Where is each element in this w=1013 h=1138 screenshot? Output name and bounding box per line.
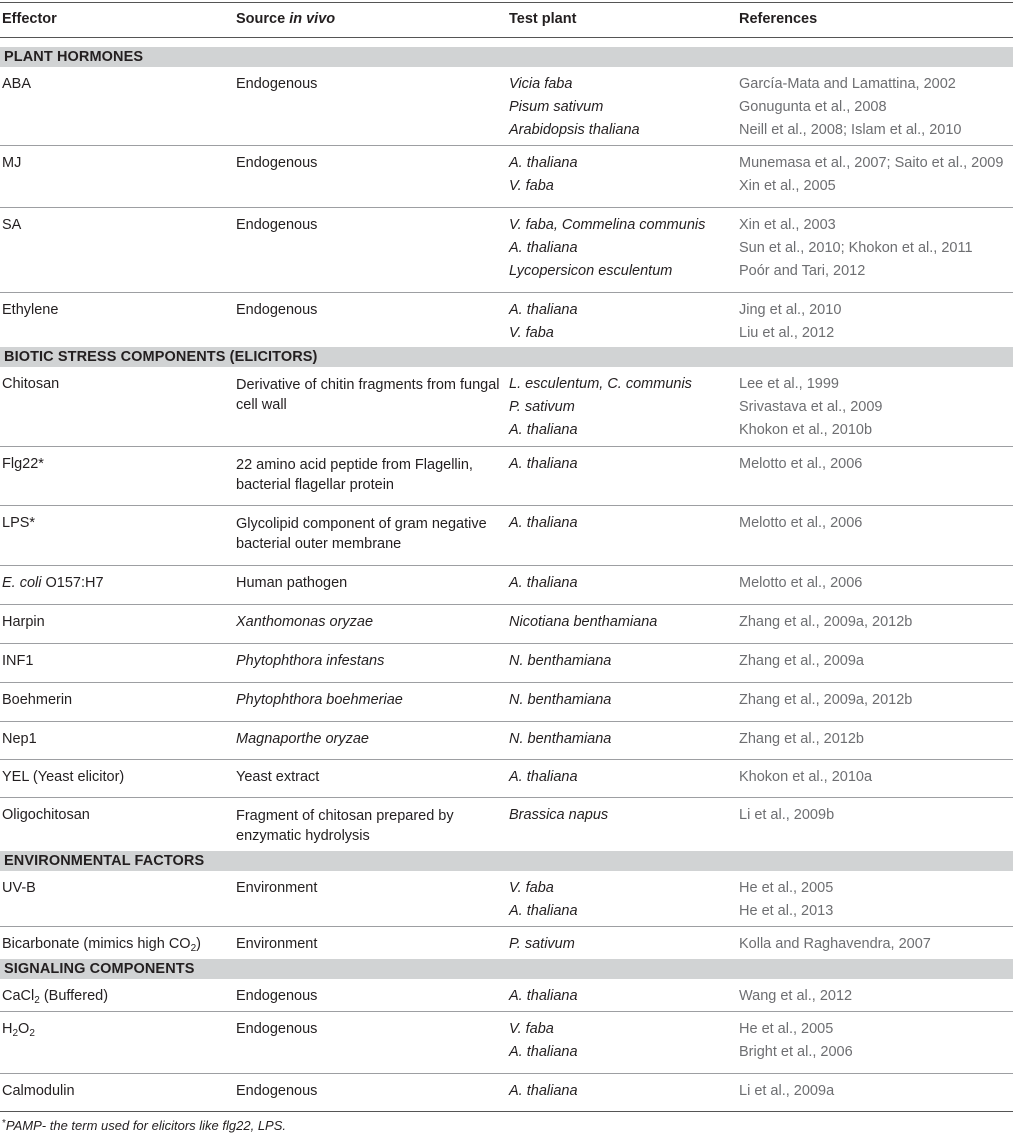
- test-plant-name: Vicia faba: [509, 76, 573, 92]
- effector-cell: LPS*: [2, 515, 36, 531]
- references-cell: [739, 611, 1013, 634]
- reference-link[interactable]: Zhang et al., 2009a: [739, 653, 864, 669]
- references-cell: [739, 373, 1013, 442]
- test-plant-cell: [509, 804, 729, 827]
- reference-link[interactable]: Khokon et al., 2011: [848, 240, 973, 256]
- effector-cell: INF1: [2, 653, 34, 669]
- references-cell: García-Mata and Lamattina, 2002 Gonugunta et al., 2008 Neill et al., 2008; Islam et al., 2010: [739, 76, 962, 138]
- reference-link[interactable]: Li et al., 2009b: [739, 807, 835, 823]
- source-cell: Human pathogen: [236, 575, 348, 591]
- table-bottom-rule: [0, 1111, 1013, 1112]
- effector-cell: Bicarbonate (mimics high $CO_2$): [2, 936, 201, 954]
- test-plant-cell: [509, 512, 729, 535]
- table-row: [0, 566, 1013, 605]
- effector-cell: Ethylene: [2, 302, 59, 318]
- table-row: [0, 506, 1013, 566]
- test-plant-name: P. sativum: [509, 399, 575, 415]
- reference-link[interactable]: Gonugunta et al., 2008: [739, 99, 887, 115]
- reference-link[interactable]: Khokon et al., 2010a: [739, 769, 873, 785]
- effector-cell: UV-B: [2, 880, 36, 896]
- test-plant-name: N. benthamiana: [509, 731, 612, 747]
- table-row: [0, 760, 1013, 798]
- reference-link[interactable]: He et al., 2005: [739, 1021, 834, 1037]
- test-plant-name: A. thaliana: [509, 903, 578, 919]
- reference-link[interactable]: Kolla and Raghavendra, 2007: [739, 936, 931, 952]
- reference-link[interactable]: Srivastava et al., 2009: [739, 399, 883, 415]
- references-cell: [739, 877, 1013, 923]
- footnote: *PAMP- the term used for elicitors like flg22, LPS.: [2, 1118, 286, 1133]
- test-plant-name: A. thaliana: [509, 1044, 578, 1060]
- test-plant-cell: [509, 214, 729, 283]
- reference-link[interactable]: Liu et al., 2012: [739, 325, 835, 341]
- reference-link[interactable]: Lee et al., 1999: [739, 376, 839, 392]
- test-plant-name: Brassica napus: [509, 807, 609, 823]
- reference-link[interactable]: Zhang et al., 2012b: [739, 731, 864, 747]
- test-plant-cell: [509, 152, 729, 198]
- header-references: References: [739, 11, 818, 27]
- table-row: [0, 1074, 1013, 1111]
- references-cell: Munemasa et al., 2007; Saito et al., 2009 Xin et al., 2005: [739, 155, 1004, 194]
- table-row: [0, 798, 1013, 851]
- test-plant-name: A. thaliana: [509, 1083, 578, 1099]
- test-plant-name: A. thaliana: [509, 302, 578, 318]
- reference-link[interactable]: He et al., 2005: [739, 880, 834, 896]
- test-plant-name: P. sativum: [509, 936, 575, 952]
- table-row: [0, 146, 1013, 208]
- test-plant-name: A. thaliana: [509, 422, 578, 438]
- references-cell: Xin et al., 2003 Sun et al., 2010; Khokon et al., 2011 Poór and Tari, 2012: [739, 217, 973, 279]
- section-environmental: ENVIRONMENTAL FACTORS: [0, 851, 1013, 871]
- references-cell: [739, 572, 1013, 595]
- reference-link[interactable]: Poór and Tari, 2012: [739, 263, 866, 279]
- reference-link[interactable]: He et al., 2013: [739, 903, 834, 919]
- table-row: [0, 67, 1013, 146]
- section-signaling: SIGNALING COMPONENTS: [0, 959, 1013, 979]
- reference-link[interactable]: Khokon et al., 2010b: [739, 422, 873, 438]
- source-cell: Magnaporthe oryzae: [236, 731, 369, 747]
- source-cell: Environment: [236, 936, 318, 952]
- test-plant-cell: [509, 611, 729, 634]
- header-rule: [0, 37, 1013, 38]
- source-cell: Phytophthora boehmeriae: [236, 692, 403, 708]
- source-cell: Phytophthora infestans: [236, 653, 385, 669]
- effector-cell: ABA: [2, 76, 32, 92]
- references-cell: [739, 804, 1013, 827]
- table-header: [0, 3, 1013, 37]
- references-cell: [739, 1080, 1013, 1103]
- test-plant-cell: [509, 1080, 729, 1103]
- references-cell: [739, 453, 1013, 476]
- references-cell: [739, 512, 1013, 535]
- references-cell: [739, 933, 1013, 956]
- source-cell: Fragment of chitosan prepared by enzymatic hydrolysis: [236, 808, 454, 844]
- section-biotic-stress: BIOTIC STRESS COMPONENTS (ELICITORS): [0, 347, 1013, 367]
- table-row: [0, 722, 1013, 760]
- table-row: [0, 644, 1013, 683]
- test-plant-cell: [509, 299, 729, 345]
- source-cell: Endogenous: [236, 217, 318, 233]
- table-row: [0, 979, 1013, 1012]
- effector-cell: YEL (Yeast elicitor): [2, 769, 125, 785]
- table-row: [0, 871, 1013, 927]
- references-cell: [739, 689, 1013, 712]
- test-plant-name: A. thaliana: [509, 456, 578, 472]
- test-plant-name: V. faba: [509, 1021, 554, 1037]
- test-plant-cell: [509, 766, 729, 789]
- reference-link[interactable]: Li et al., 2009a: [739, 1083, 835, 1099]
- reference-link[interactable]: Islam et al., 2010: [851, 122, 962, 138]
- references-cell: [739, 985, 1013, 1008]
- test-plant-name: A. thaliana: [509, 769, 578, 785]
- reference-link[interactable]: García-Mata and Lamattina, 2002: [739, 76, 956, 92]
- table-row: [0, 605, 1013, 644]
- test-plant-name: Pisum sativum: [509, 99, 604, 115]
- references-cell: [739, 766, 1013, 789]
- test-plant-name: A. thaliana: [509, 240, 578, 256]
- reference-link[interactable]: Munemasa et al., 2007: [739, 155, 887, 171]
- test-plant-name: L. esculentum, C. communis: [509, 376, 692, 392]
- effector-cell: MJ: [2, 155, 22, 171]
- test-plant-cell: [509, 689, 729, 712]
- source-cell: Endogenous: [236, 76, 318, 92]
- table-row: [0, 447, 1013, 506]
- source-cell: Endogenous: [236, 302, 318, 318]
- references-cell: [739, 728, 1013, 751]
- section-plant-hormones: PLANT HORMONES: [0, 47, 1013, 67]
- test-plant-cell: [509, 572, 729, 595]
- reference-link[interactable]: Wang et al., 2012: [739, 988, 853, 1004]
- test-plant-cell: [509, 373, 729, 442]
- header-source: Source in vivo: [236, 11, 336, 27]
- test-plant-name: Lycopersicon esculentum: [509, 263, 673, 279]
- reference-link[interactable]: Saito et al., 2009: [894, 155, 1004, 171]
- test-plant-name: Nicotiana benthamiana: [509, 614, 658, 630]
- effector-cell: SA: [2, 217, 22, 233]
- test-plant-cell: [509, 73, 729, 142]
- source-cell: Endogenous: [236, 1083, 318, 1099]
- effector-cell: Oligochitosan: [2, 807, 90, 823]
- test-plant-name: N. benthamiana: [509, 653, 612, 669]
- effector-cell: Nep1: [2, 731, 37, 747]
- effector-cell: CaCl$_2$ (Buffered): [2, 988, 109, 1006]
- effector-cell: Harpin: [2, 614, 45, 630]
- test-plant-cell: [509, 650, 729, 673]
- source-cell: Xanthomonas oryzae: [236, 614, 374, 630]
- test-plant-cell: [509, 1018, 729, 1064]
- effector-cell: Calmodulin: [2, 1083, 75, 1099]
- effector-cell: Chitosan: [2, 376, 60, 392]
- reference-link[interactable]: Zhang et al., 2009a, 2012b: [739, 692, 913, 708]
- source-cell: Yeast extract: [236, 769, 320, 785]
- test-plant-cell: [509, 877, 729, 923]
- reference-link[interactable]: Xin et al., 2005: [739, 178, 836, 194]
- test-plant-name: V. faba: [509, 325, 554, 341]
- source-cell: Endogenous: [236, 1021, 318, 1037]
- reference-link[interactable]: Neill et al., 2008: [739, 122, 843, 138]
- table-row: [0, 927, 1013, 959]
- test-plant-cell: [509, 933, 729, 956]
- source-cell: Environment: [236, 880, 318, 896]
- source-cell: 22 amino acid peptide from Flagellin, bacterial flagellar protein: [236, 457, 473, 493]
- effector-cell: E. coli O157:H7: [2, 575, 104, 591]
- test-plant-cell: [509, 985, 729, 1008]
- reference-link[interactable]: Melotto et al., 2006: [739, 575, 863, 591]
- effector-cell: Flg22*: [2, 456, 44, 472]
- reference-link[interactable]: Sun et al., 2010: [739, 240, 841, 256]
- references-cell: [739, 650, 1013, 673]
- test-plant-name: V. faba, Commelina communis: [509, 217, 706, 233]
- reference-link[interactable]: Melotto et al., 2006: [739, 456, 863, 472]
- reference-link[interactable]: Bright et al., 2006: [739, 1044, 853, 1060]
- reference-link[interactable]: Zhang et al., 2009a, 2012b: [739, 614, 913, 630]
- reference-link[interactable]: Melotto et al., 2006: [739, 515, 863, 531]
- test-plant-cell: [509, 453, 729, 476]
- test-plant-name: A. thaliana: [509, 155, 578, 171]
- test-plant-name: A. thaliana: [509, 575, 578, 591]
- test-plant-name: A. thaliana: [509, 988, 578, 1004]
- table-row: [0, 367, 1013, 447]
- reference-link[interactable]: Xin et al., 2003: [739, 217, 836, 233]
- source-cell: Derivative of chitin fragments from fungal cell wall: [236, 377, 500, 413]
- table-row: [0, 1012, 1013, 1074]
- table-row: [0, 293, 1013, 347]
- test-plant-name: N. benthamiana: [509, 692, 612, 708]
- table-row: [0, 208, 1013, 293]
- header-effector: Effector: [2, 11, 57, 27]
- test-plant-cell: [509, 728, 729, 751]
- references-cell: [739, 299, 1013, 345]
- test-plant-name: Arabidopsis thaliana: [509, 122, 640, 138]
- test-plant-name: V. faba: [509, 178, 554, 194]
- test-plant-name: A. thaliana: [509, 515, 578, 531]
- source-cell: Glycolipid component of gram negative bacterial outer membrane: [236, 516, 487, 552]
- source-cell: Endogenous: [236, 988, 318, 1004]
- header-test-plant: Test plant: [509, 11, 577, 27]
- source-cell: Endogenous: [236, 155, 318, 171]
- references-cell: [739, 1018, 1013, 1064]
- effector-cell: $H_2O_2$: [2, 1021, 35, 1039]
- table-row: [0, 683, 1013, 722]
- effector-cell: Boehmerin: [2, 692, 73, 708]
- test-plant-name: V. faba: [509, 880, 554, 896]
- reference-link[interactable]: Jing et al., 2010: [739, 302, 842, 318]
